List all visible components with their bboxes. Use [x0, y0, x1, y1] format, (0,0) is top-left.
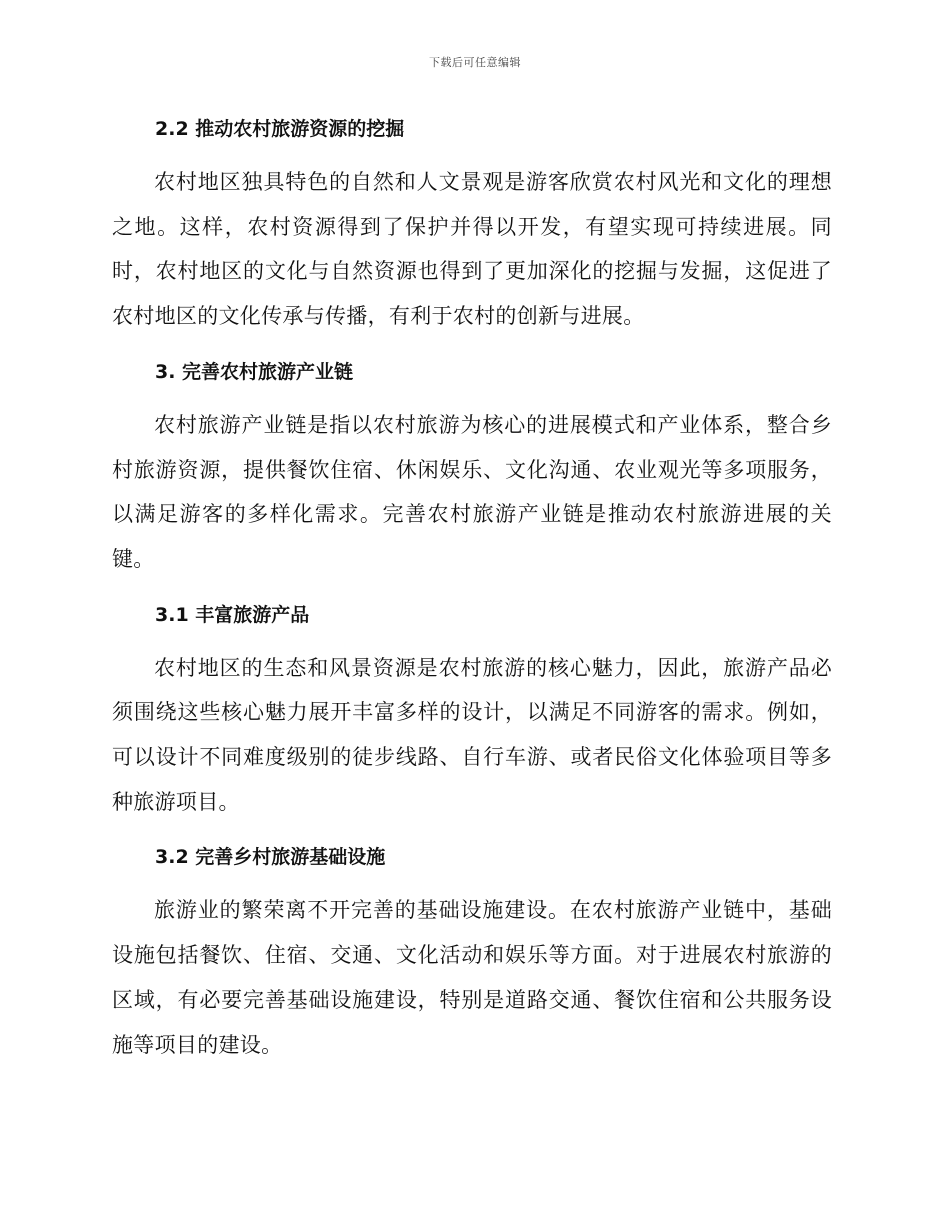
section-heading-2-2: 2.2 推动农村旅游资源的挖掘	[155, 118, 405, 140]
section-paragraph-3-1: 农村地区的生态和风景资源是农村旅游的核心魅力，因此，旅游产品必须围绕这些核心魅力展开丰富多样的设计，以满足不同游客的需求。例如，可以设计不同难度级别的徒步线路、自行车游、或者民俗文化体验项目等多种旅游项目。	[112, 655, 832, 814]
section-paragraph-3: 农村旅游产业链是指以农村旅游为核心的进展模式和产业体系，整合乡村旅游资源，提供餐饮住宿、休闲娱乐、文化沟通、农业观光等多项服务，以满足游客的多样化需求。完善农村旅游产业链是推动农村旅游进展的关键。	[112, 412, 832, 571]
document-body	[112, 112, 832, 1067]
section-paragraph-2-2: 农村地区独具特色的自然和人文景观是游客欣赏农村风光和文化的理想之地。这样，农村资源得到了保护并得以开发，有望实现可持续进展。同时，农村地区的文化与自然资源也得到了更加深化的挖掘与发掘，这促进了农村地区的文化传承与传播，有利于农村的创新与进展。	[112, 170, 832, 329]
section-heading-3-1: 3.1 丰富旅游产品	[155, 603, 310, 626]
page-header: 下载后可任意编辑	[429, 56, 521, 69]
section-paragraph-3-2: 旅游业的繁荣离不开完善的基础设施建设。在农村旅游产业链中，基础设施包括餐饮、住宿、交通、文化活动和娱乐等方面。对于进展农村旅游的区域，有必要完善基础设施建设，特别是道路交通、餐饮住宿和公共服务设施等项目的建设。	[112, 898, 832, 1057]
section-heading-3: 3. 完善农村旅游产业链	[155, 360, 354, 383]
section-heading-3-2: 3.2 完善乡村旅游基础设施	[155, 846, 386, 869]
